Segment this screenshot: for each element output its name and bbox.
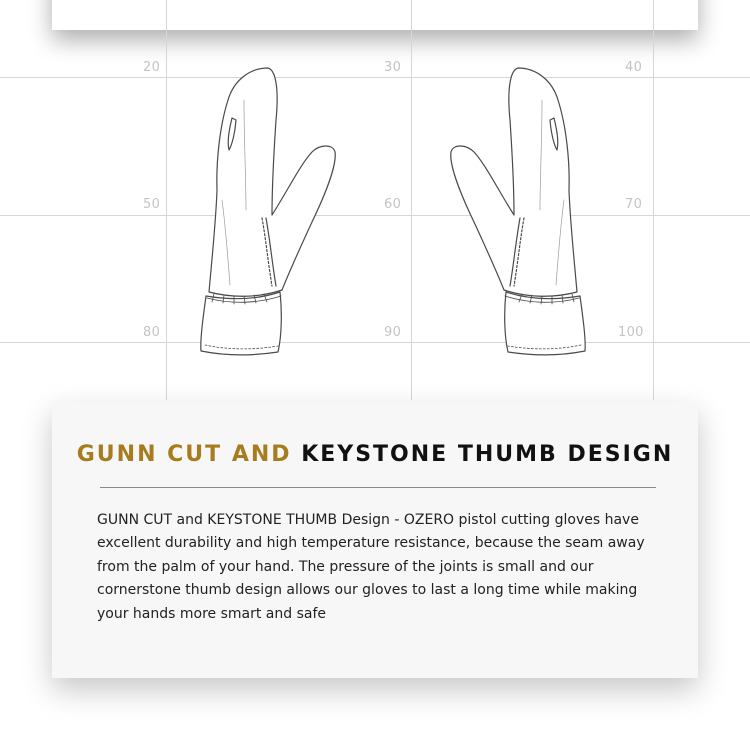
description-line: excellent durability and high temperature resistance, because the seam away [97,535,645,552]
size-label: 70 [625,197,643,212]
feature-title-accent: GUNN CUT AND [76,442,292,467]
size-label: 30 [384,60,402,75]
description-line: your hands more smart and safe [97,605,327,622]
feature-title [52,442,698,467]
right-glove-icon [451,68,585,355]
feature-card [52,402,698,678]
feature-title-main: KEYSTONE THUMB DESIGN [301,442,674,467]
title-divider [100,487,656,488]
size-label: 20 [143,60,161,75]
feature-description [97,509,667,626]
left-glove-icon [201,68,335,355]
description-line: cornerstone thumb design allows our gloves to last a long time while making [97,582,638,599]
size-label: 60 [384,197,402,212]
size-label: 90 [384,325,402,340]
size-label: 100 [618,325,644,340]
description-line: from the palm of your hand. The pressure of the joints is small and our [97,558,594,575]
description-line: GUNN CUT and KEYSTONE THUMB Design - OZERO pistol cutting gloves have [97,512,639,528]
size-label: 40 [625,60,643,75]
size-label: 50 [143,197,161,212]
size-label: 80 [143,325,161,340]
